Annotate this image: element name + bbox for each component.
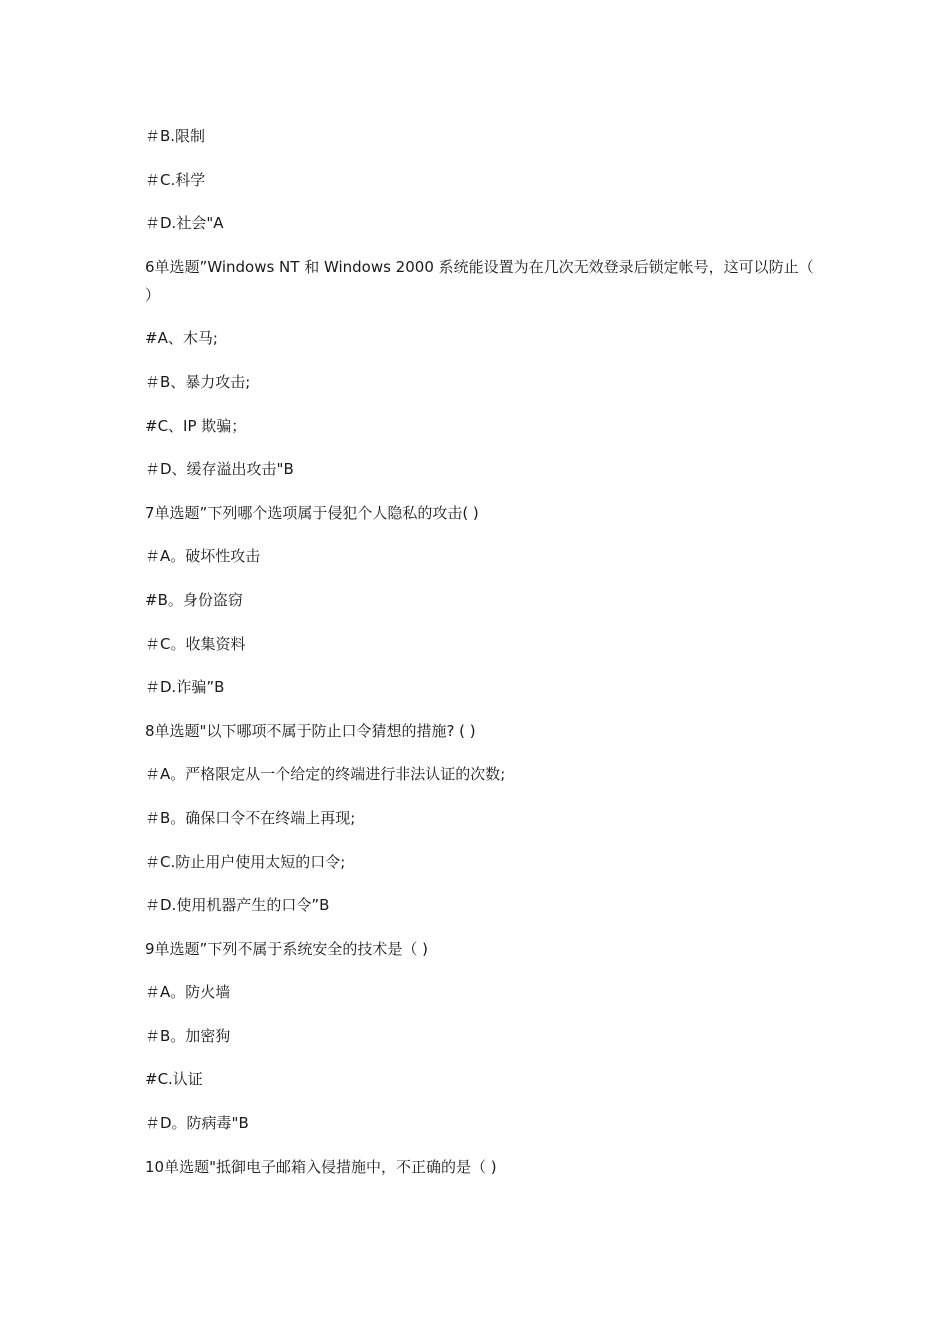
question-line: 9单选题”下列不属于系统安全的技术是（ ) — [145, 939, 428, 958]
option-line: ＃D.社会"A — [145, 214, 224, 233]
option-line: ＃A。破坏性攻击 — [145, 547, 261, 566]
option-line: ＃C.科学 — [145, 170, 206, 189]
option-line: ＃A。严格限定从一个给定的终端进行非法认证的次数; — [145, 765, 506, 784]
question-line: 6单选题”Windows NT 和 Windows 2000 系统能设置为在几次无效登录后锁定帐号，这可以防止（ ） — [145, 257, 814, 304]
option-line: ＃D、缓存溢出攻击"B — [145, 460, 294, 479]
option-line: #C.认证 — [145, 1070, 203, 1089]
option-line: ＃B。确保口令不在终端上再现; — [145, 808, 356, 827]
question-line: 7单选题”下列哪个选项属于侵犯个人隐私的攻击( ) — [145, 503, 479, 522]
option-line: ＃D.使用机器产生的口令”B — [145, 896, 330, 915]
option-line: #A、木马; — [145, 329, 218, 348]
option-line: #C、IP 欺骗； — [145, 416, 247, 435]
option-line: ＃B、暴力攻击; — [145, 372, 251, 391]
option-line: ＃D.诈骗”B — [145, 678, 225, 697]
option-line: ＃C。收集资料 — [145, 634, 246, 653]
option-line: ＃B.限制 — [145, 127, 206, 145]
option-line: ＃C.防止用户使用太短的口令; — [145, 852, 346, 871]
question-line: 10单选题"抵御电子邮箱入侵措施中，不正确的是（ ) — [145, 1157, 497, 1176]
option-line: ＃B。加密狗 — [145, 1026, 231, 1045]
document-body — [145, 122, 815, 1196]
option-line: ＃A。防火墙 — [145, 983, 231, 1002]
question-line: 8单选题"以下哪项不属于防止口令猜想的措施? ( ) — [145, 721, 476, 740]
option-line: #B。身份盗窃 — [145, 590, 243, 609]
option-line: ＃D。防病毒"B — [145, 1114, 249, 1133]
